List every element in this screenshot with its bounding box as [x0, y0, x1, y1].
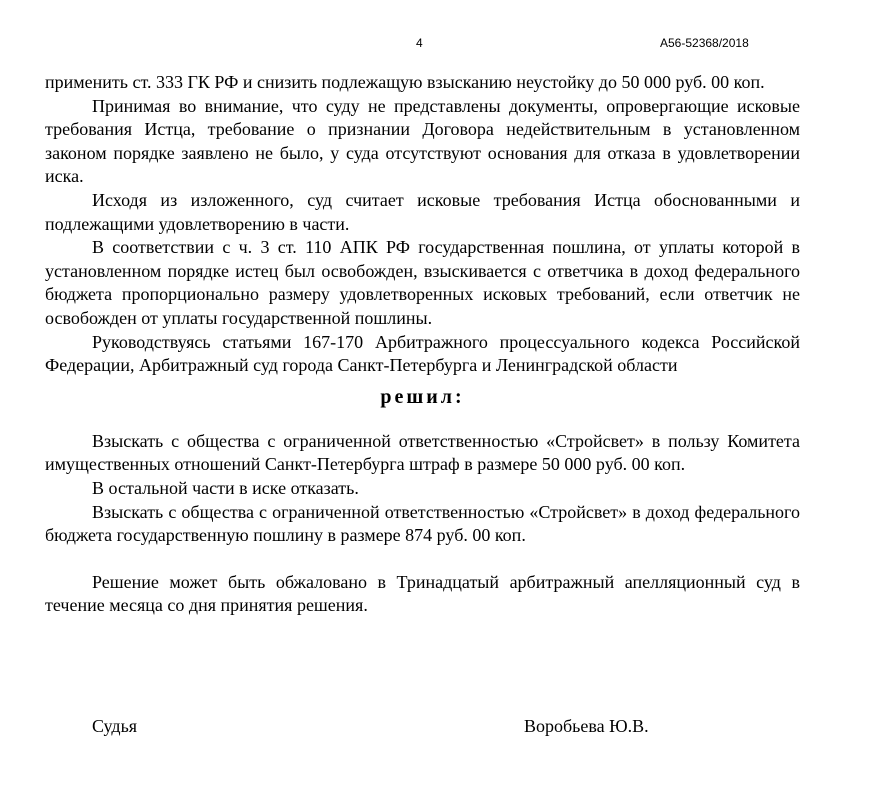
judge-name: Воробьева Ю.В. — [524, 716, 649, 736]
paragraph-no-documents: Принимая во внимание, что суду не представлены документы, опровергающие исковые требования Истца, требование о признании Договора недействительным в установленном законом порядке заявлено не было, у суда отсутствуют основания для отказа в удовлетворении иска. — [45, 95, 800, 187]
document-body — [45, 71, 800, 618]
decision-reject-rest: В остальной части в иске отказать. — [92, 477, 359, 498]
paragraph-penalty-reduction: применить ст. 333 ГК РФ и снизить подлежащую взысканию неустойку до 50 000 руб. 00 коп. — [45, 72, 765, 92]
resolved-heading: решил: — [380, 385, 465, 408]
judge-label: Судья — [92, 716, 138, 736]
decision-recover-duty: Взыскать с общества с ограниченной ответственностью «Стройсвет» в доход федерального бюджета государственную пошлину в размере 874 руб. 00 коп. — [45, 501, 800, 546]
appeal-notice: Решение может быть обжаловано в Тринадцатый арбитражный апелляционный суд в течение месяца со дня принятия решения. — [45, 571, 800, 616]
case-number: А56-52368/2018 — [660, 36, 749, 50]
paragraph-state-duty: В соответствии с ч. 3 ст. 110 АПК РФ государственная пошлина, от уплаты которой в установленном порядке истец был освобожден, взыскивается с ответчика в доход федерального бюджета пропорционально размеру удовлетворенных исковых требований, если ответчик не освобожден от уплаты государственной пошлины. — [45, 237, 800, 328]
spacer — [45, 548, 800, 571]
decision-recover-fine: Взыскать с общества с ограниченной ответственностью «Стройсвет» в пользу Комитета имущественных отношений Санкт-Петербурга штраф в размере 50 000 руб. 00 коп. — [45, 430, 800, 475]
page-number: 4 — [416, 36, 423, 50]
paragraph-guided-by: Руководствуясь статьями 167-170 Арбитражного процессуального кодекса Российской Федерации, Арбитражный суд города Санкт-Петербурга и Ленинградской области — [45, 331, 800, 376]
paragraph-claims-justified: Исходя из изложенного, суд считает исковые требования Истца обоснованными и подлежащими удовлетворению в части. — [45, 189, 800, 234]
